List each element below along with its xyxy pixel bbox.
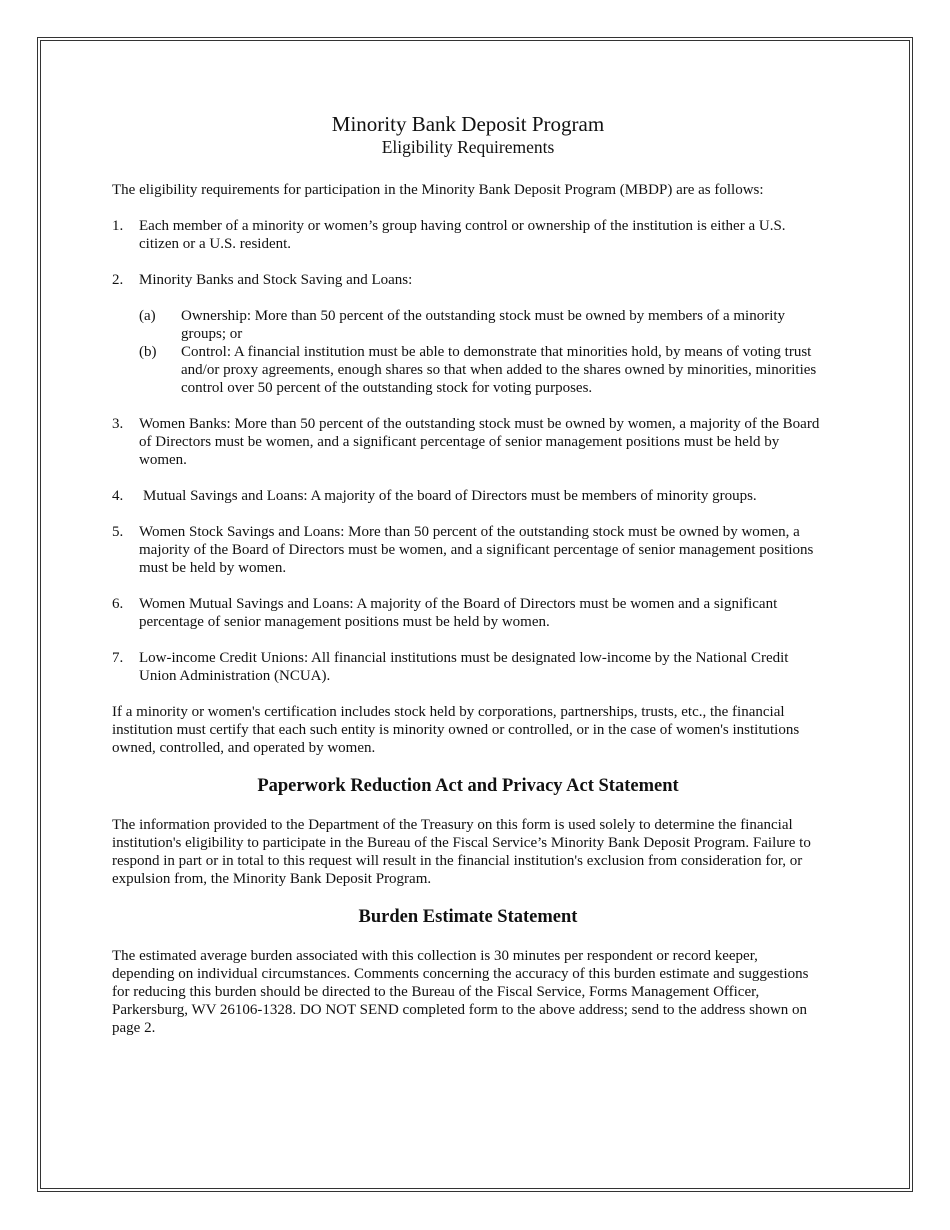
list-item-2	[112, 271, 824, 289]
certification-paragraph: If a minority or women's certification includes stock held by corporations, partnerships, trusts, etc., the financial institution must certify that each such entity is minority owned or controlled, or in the case of women's institutions owned, controlled, and operated by women.	[112, 704, 800, 756]
list-number: 1.	[112, 218, 124, 234]
list-number: 7.	[112, 650, 124, 666]
list-text: Women Stock Savings and Loans: More than 50 percent of the outstanding stock must be owned by women, a majority of the Board of Directors must be women, and a significant percentage of senior management positions must be held by women.	[139, 524, 814, 576]
sublist-text: Control: A financial institution must be able to demonstrate that minorities hold, by means of voting trust and/or proxy agreements, enough shares so that when added to the shares owned by minorities, minorities control over 50 percent of the outstanding stock for voting purposes.	[181, 344, 817, 396]
list-item-7	[112, 649, 824, 685]
intro-paragraph: The eligibility requirements for participation in the Minority Bank Deposit Program (MBDP) are as follows:	[112, 182, 764, 198]
list-item-6	[112, 595, 824, 631]
list-text: Each member of a minority or women’s group having control or ownership of the institution is either a U.S. citizen or a U.S. resident.	[139, 218, 786, 252]
document-body	[112, 112, 824, 1055]
list-text: Minority Banks and Stock Saving and Loans:	[139, 272, 413, 288]
list-text: Women Mutual Savings and Loans: A majority of the Board of Directors must be women and a significant percentage of senior management positions must be held by women.	[139, 596, 778, 630]
list-text: Mutual Savings and Loans: A majority of the board of Directors must be members of minority groups.	[143, 488, 757, 504]
list-item-5	[112, 523, 824, 577]
sublist-text: Ownership: More than 50 percent of the outstanding stock must be owned by members of a minority groups; or	[181, 308, 786, 342]
paperwork-heading: Paperwork Reduction Act and Privacy Act Statement	[257, 776, 679, 796]
page-subtitle: Eligibility Requirements	[381, 137, 555, 157]
sublist-letter: (a)	[139, 308, 156, 324]
list-number: 3.	[112, 416, 124, 432]
sublist-item-a	[139, 307, 824, 343]
burden-heading: Burden Estimate Statement	[358, 907, 578, 927]
sublist-item-b	[139, 343, 824, 397]
list-text: Low-income Credit Unions: All financial institutions must be designated low-income by the National Credit Union Administration (NCUA).	[139, 650, 789, 684]
list-number: 2.	[112, 272, 124, 288]
list-text: Women Banks: More than 50 percent of the outstanding stock must be owned by women, a majority of the Board of Directors must be women, and a significant percentage of senior management positions must be held by women.	[139, 416, 820, 468]
sublist	[139, 307, 824, 397]
list-number: 6.	[112, 596, 124, 612]
list-item-3	[112, 415, 824, 469]
burden-paragraph: The estimated average burden associated with this collection is 30 minutes per respondent or record keeper, depending on individual circumstances. Comments concerning the accuracy of this burden estimate and suggestions for reducing this burden should be directed to the Bureau of the Fiscal Service, Forms Management Officer, Parkersburg, WV 26106-1328. DO NOT SEND completed form to the above address; send to the address shown on page 2.	[112, 948, 809, 1036]
list-item-4	[112, 487, 824, 505]
list-number: 5.	[112, 524, 124, 540]
list-item-1	[112, 217, 824, 253]
page-title: Minority Bank Deposit Program	[331, 112, 605, 136]
sublist-letter: (b)	[139, 344, 157, 360]
list-number: 4.	[112, 488, 124, 504]
paperwork-paragraph: The information provided to the Department of the Treasury on this form is used solely to determine the financial institution's eligibility to participate in the Bureau of the Fiscal Service’s Minority Bank Deposit Program. Failure to respond in part or in total to this request will result in the financial institution's exclusion from consideration for, or expulsion from, the Minority Bank Deposit Program.	[112, 817, 811, 887]
